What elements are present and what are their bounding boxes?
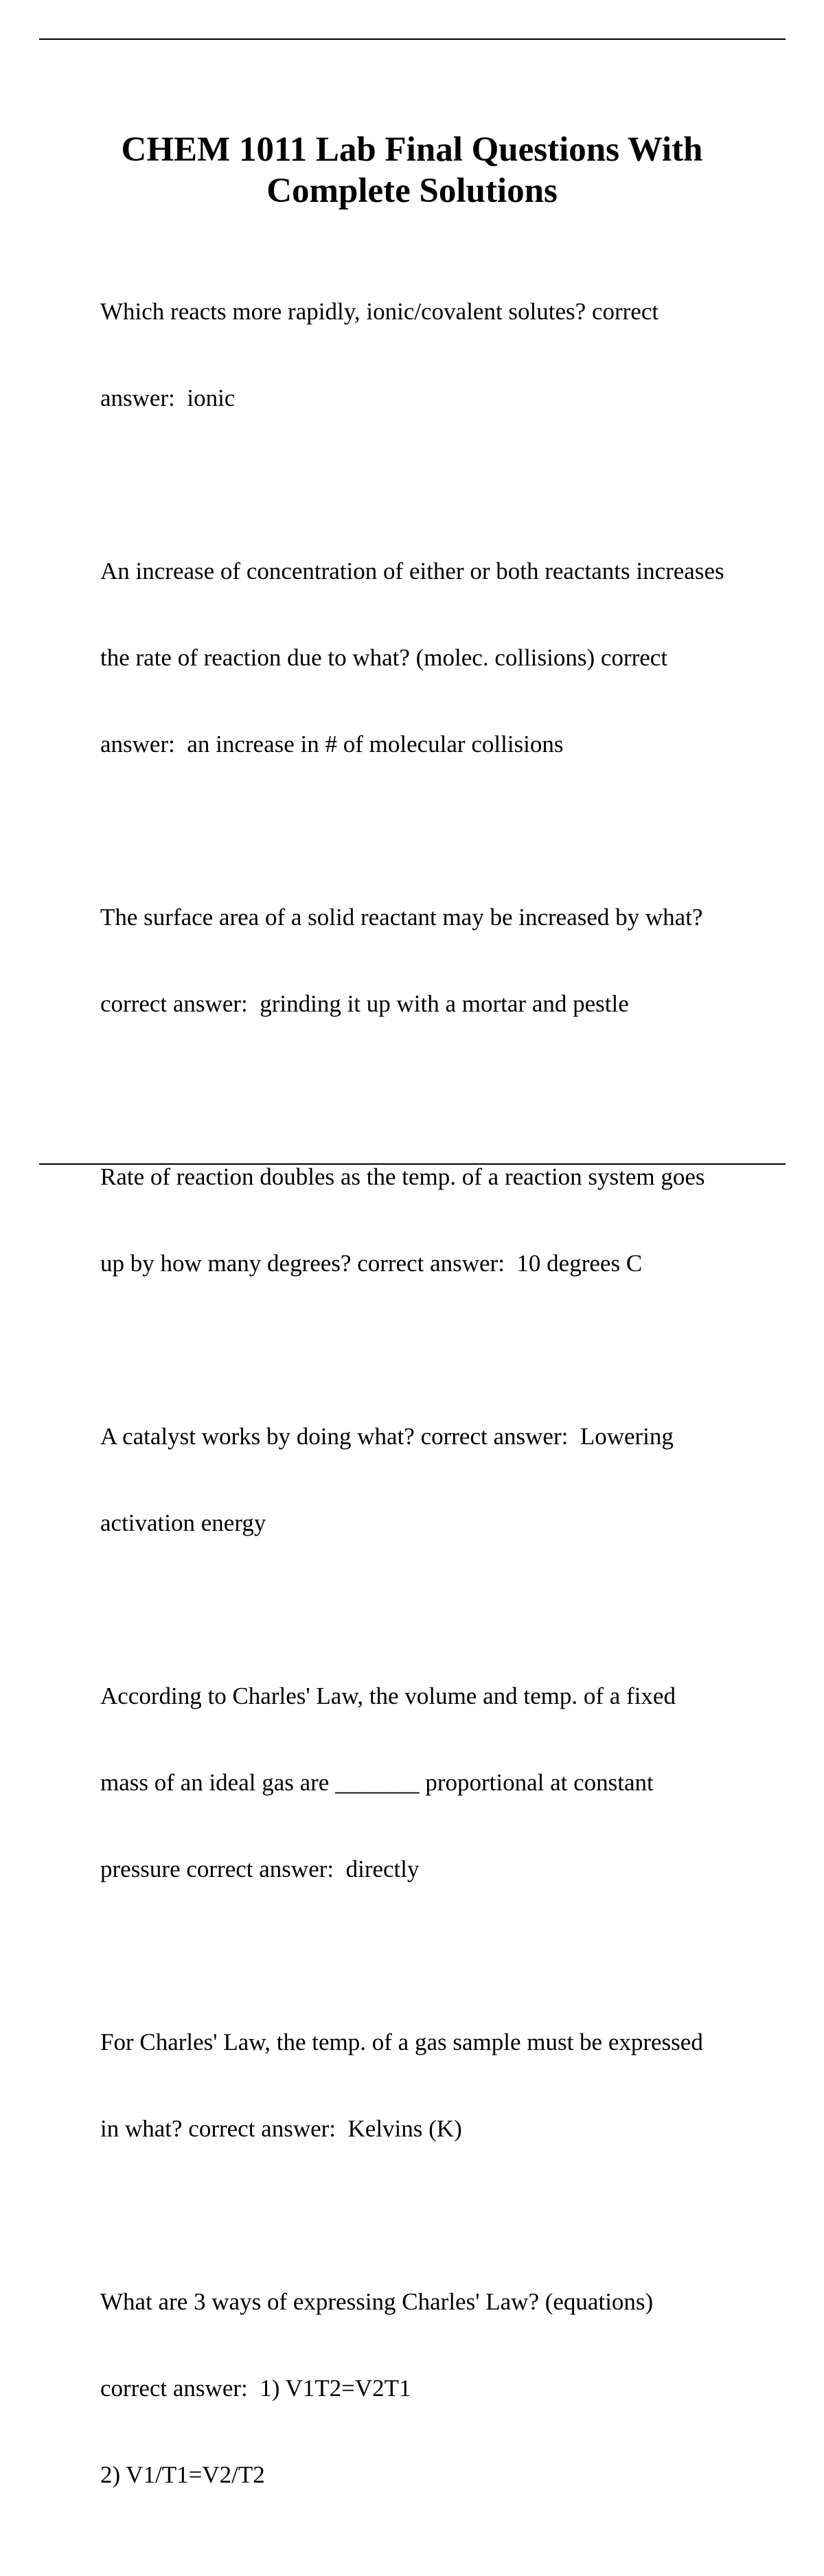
qa-item xyxy=(100,1970,787,2201)
qa-line: correct answer: grinding it up with a mortar and pestle xyxy=(100,990,629,1017)
qa-line: The surface area of a solid reactant may be increased by what? xyxy=(100,904,703,931)
qa-item xyxy=(100,1105,787,1336)
question-answer-list xyxy=(100,240,787,2576)
qa-item xyxy=(100,499,787,817)
qa-line: According to Charles' Law, the volume and temp. of a fixed xyxy=(100,1683,676,1709)
qa-line: pressure correct answer: directly xyxy=(100,1856,420,1882)
qa-line: Rate of reaction doubles as the temp. of a reaction system goes xyxy=(100,1163,705,1190)
qa-line: answer: ionic xyxy=(100,385,236,411)
qa-line: mass of an ideal gas are _______ proportional at constant xyxy=(100,1769,654,1796)
qa-line: 2) V1/T1=V2/T2 xyxy=(100,2461,265,2488)
qa-item xyxy=(100,2230,787,2547)
qa-line: correct answer: 1) V1T2=V2T1 xyxy=(100,2375,411,2402)
title-line-2: Complete Solutions xyxy=(266,172,558,210)
qa-item xyxy=(100,1624,787,1941)
qa-item xyxy=(100,845,787,1076)
qa-line: What are 3 ways of expressing Charles' Law? (equations) xyxy=(100,2288,654,2315)
qa-line: in what? correct answer: Kelvins (K) xyxy=(100,2115,462,2142)
qa-item xyxy=(100,1365,787,1595)
qa-item xyxy=(100,240,787,470)
qa-line: the rate of reaction due to what? (molec. collisions) correct xyxy=(100,644,668,671)
document-title xyxy=(41,129,783,212)
qa-line: A catalyst works by doing what? correct answer: Lowering xyxy=(100,1423,674,1450)
qa-line: answer: an increase in # of molecular collisions xyxy=(100,731,564,757)
qa-line: An increase of concentration of either or both reactants increases xyxy=(100,558,724,584)
bottom-divider xyxy=(39,1163,786,1165)
top-divider xyxy=(39,38,786,40)
title-line-1: CHEM 1011 Lab Final Questions With xyxy=(121,130,703,169)
qa-line: Which reacts more rapidly, ionic/covalent solutes? correct xyxy=(100,298,659,325)
qa-line: up by how many degrees? correct answer: 10 degrees C xyxy=(100,1250,643,1277)
qa-line: activation energy xyxy=(100,1509,266,1536)
qa-line: For Charles' Law, the temp. of a gas sample must be expressed xyxy=(100,2029,703,2055)
